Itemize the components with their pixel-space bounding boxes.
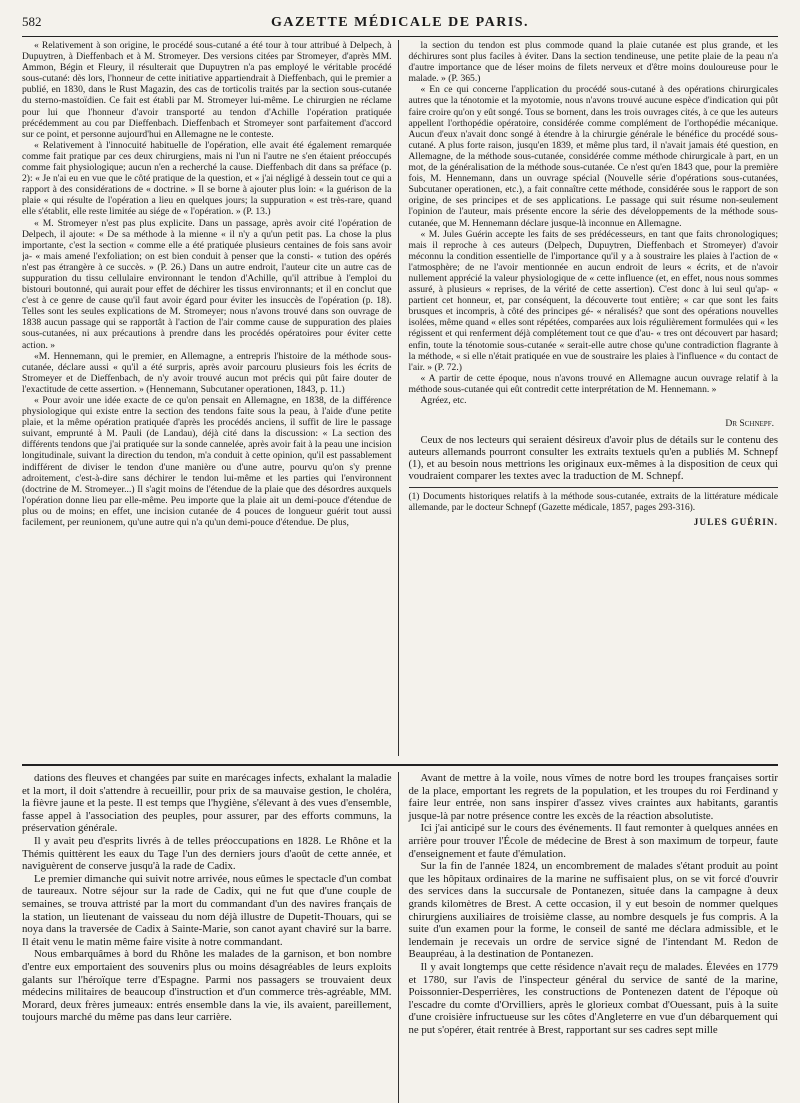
letter-right-column [409,40,779,756]
paragraph: Agréez, etc. [420,395,467,406]
paragraph: Il y avait longtemps que cette résidence n'avait reçu de malades. Élevées en 1779 et 1780, sur l'avis de l'inspecteur général du service de santé de la marine, Poissonnier-Desperrières, les constructions de Pontenezen datent de l'époque où l'escadre du comte d'Orvilliers, après le glorieux combat d'Ouessant, puis à la suite d'une croisière infructueuse sur les côtes d'Angleterre en vue d'un débarquement qui ne put s'opérer, était rentrée à Brest, rapportant sur ses cadres sept mille [408,960,778,1036]
footnote-author: JULES GUÉRIN. [693,518,778,529]
paragraph: Avant de mettre à la voile, nous vîmes de notre bord les troupes françaises sortir de la place, emportant les regrets de la population, et les troupes du roi Ferdinand y faire leur entrée, non sans inspirer d'assez vives craintes aux habitants, garantis jusque-là par notre présence contre les excès de la réaction absolutiste. [408,772,778,822]
feuilleton-section [22,766,778,1103]
editor-note-text: Ceux de nos lecteurs qui seraient désireux d'avoir plus de détails sur le contenu des auteurs allemands pourront consulter les extraits textuels qu'en a publiés M. Schnepf (1), et au besoin nous mettrions les originaux eux-mêmes à la disposition de ceux qui voudraient comparer les textes avec la traduction de M. Schnepf. [408,435,778,483]
letter-section [22,37,778,756]
journal-title: GAZETTE MÉDICALE DE PARIS. [270,15,530,30]
paragraph: « Pour avoir une idée exacte de ce qu'on pensait en Allemagne, en 1838, de la différence physiologique qui existe entre la section des tendons faite sous la peau, à l'aide d'une petite plaie, et la même opération pratiquée d'après les procédés anciens, il suffit de lire le passage suivant, emprunté à M. Pauli (de Landau), déjà cité dans la discussion: « La section des différents tendons que j'ai pratiquée sur la sonde cannelée, après avoir fait à la peau une incision longitudinale, suivant la direction du tendon, m'a conduit à cette opinion, qu'il est passablement indifférent de diviser le tendon d'une manière ou d'une autre, pourvu qu'on s'y prenne adroitement, c'est-à-dire sans déchirer le tendon lui-même et les parties qui l'environnent (doctrine de M. Stromeyer...) Il s'agit moins de l'étendue de la plaie que des désordres auxquels l'opération donne lieu par elle-même. Peu importe que la plaie ait un demi-pouce d'étendue de plus ou de moins; en effet, une incision cutanée de 4 pouces de longueur guérit tout aussi facilement, per reunionem, qu'une autre qui n'a qu'un demi-pouce d'étendue. De plus, [22,395,392,529]
feuilleton-left-column [22,772,399,1103]
paragraph: Le premier dimanche qui suivit notre arrivée, nous eûmes le spectacle d'un combat de taureaux. Notre séjour sur la rade de Cadix, qui ne fut que d'une couple de semaines, se trouva attristé par la mort du commandant d'un des navires français de la station, un lieutenant de vaisseau du nom déjà illustre de Dupetit-Thouars, qui se noya dans la traversée de Cadix à Sainte-Marie, son canot ayant chaviré sur la barre. Il était venu le matin même faire visite à notre commandant. [22,872,392,948]
page-number: 582 [22,14,42,29]
paragraph: « Relativement à l'innocuité habituelle de l'opération, elle avait été également remarquée comme fait pratique par ces deux chirurgiens, mais ni l'un ni l'autre ne s'en étaient préoccupés comme fait physiologique; aucun n'en a recherché la cause. Dieffenbach dit dans sa préface (p. 2): « Je n'ai eu en vue que le côté pratique de la question, et « j'ai négligé à dessein tout ce qui a rapport à des considérations de « doctrine. » Il se borne à ajouter plus loin: « la guérison de la plaie « qui résulte de l'opération a lieu en quelques jours; la suppuration « est très-rare, quand elle s'établit, elle reste limitée au siége de « l'opération. » (P. 13.) [22,139,392,218]
paragraph: « M. Stromeyer n'est pas plus explicite. Dans un passage, après avoir cité l'opération de Delpech, il ajoute: « De sa méthode à la mienne « il n'y a qu'un petit pas. La chose la plus importante, c'est la section « comme elle a été pratiquée plusieurs centaines de fois sans avoir ja- « mais amené l'exfoliation; on est bien conduit à penser que la consti- « tution des opérés n'est pas étrangère à ce succès. » (P. 26.) Dans un autre endroit, l'auteur cite un autre cas de suppuration du tissu cellulaire environnant le tendon d'Achille, qu'il attribue à l'emploi du bistouri boutonné, qui aurait pour effet de déchirer les tissus environnants; et il en conclut que c'est à ce genre de cause qu'il faut avoir égard pour éviter les insuccès de l'opération (p. 18). Telles sont les seules explications de M. Stromeyer; nous n'avons trouvé dans son ouvrage de 1838 aucun passage qui se rapportât à l'action de l'air comme cause de suppuration des plaies sous-cutanées, ni aux précautions à prendre dans les procédés opératoires pour éviter cette action. » [22,217,392,351]
paragraph: Ici j'ai anticipé sur le cours des événements. Il faut remonter à quelques années en arrière pour trouver l'École de médecine de Brest à son maximum de torpeur, faute d'enseignement et faute d'émulation. [408,822,778,860]
paragraph: «M. Hennemann, qui le premier, en Allemagne, a entrepris l'histoire de la méthode sous-cutanée, déclare aussi « qu'il a été surpris, après avoir parcouru plusieurs fois les écrits de Stromeyer et de Dieffenbach, de n'y avoir trouvé aucun mot précis qui pût faire douter de l'exactitude de cette assertion. » (Hennemann, Subcutaner operationen, 1843, p. 11.) [22,350,392,395]
paragraph: « En ce qui concerne l'application du procédé sous-cutané à des opérations chirurgicales autres que la ténotomie et la myotomie, nous n'avons trouvé aucune espèce d'indication qui pût faire croire qu'on y eût songé. Tous se bornent, dans les trois ouvrages cités, à ce que les auteurs appellent l'orthopédie opératoire, considérée comme complément de l'orthopédie mécanique. Aucun d'eux n'avait donc songé à étendre à la chirurgie générale le bénéfice du procédé sous-cutané. A plus forte raison, jusqu'en 1839, et même plus tard, il n'avait jamais été question, en Allemagne, de la méthode sous-cutanée, considérée comme méthode chirurgicale à part, en un mot, de la généralisation de la méthode sous-cutanée. Ce n'est qu'en 1843 que, pour la première fois, M. Hennemann, dans un ouvrage spécial (Nouvelle série d'opérations sous-cutanées, Subcutaner operationen, etc.), a fait connaître cette méthode, considérée sous le rapport de son origine, de ses principes et de ses applications. Le passage qui suit résume non-seulement l'opinion de l'auteur, mais présente encore la série des développements de la méthode sous-cutanée, que M. Hennemann déclare jusque-là inconnue en Allemagne. [408,84,778,229]
paragraph: « M. Jules Guérin accepte les faits de ses prédécesseurs, en tant que faits chronologiques; mais il reproche à ces auteurs (Delpech, Dupuytren, Dieffenbach et Stromeyer) d'avoir méconnu la condition essentielle de l'importance qu'il y a à soustraire les plaies à l'action de « l'atmosphère; de ne l'avoir mentionnée en aucun endroit de leurs « écrits, et de n'avoir nullement apprécié la valeur physiologique de « cette influence (et, en effet, nous nous sommes assuré, à plusieurs « reprises, de la vérité de cette assertion). C'est donc à lui seul qu'ap- « partient cet honneur, et, par conséquent, la découverte tout entière; « car que sont les faits brusques et incompris, à côté des principes gé- « néralisés? que sont des opérations nouvelles isolées, même quand « elles sont répétées, comparées aux lois régulièrement formulées qui « les régissent et qui renferment déjà complétement tout ce que d'au- « tres ont découvert par hasard; enfin, toute la ténotomie sous-cutanée « serait-elle autre chose qu'une contradiction flagrante à la méthode, « si elle n'était pratiquée en vue de soustraire les plaies à l'influence « du contact de l'air. » (P. 72.) [408,228,778,373]
editor-note [409,435,779,488]
paragraph: Il y avait peu d'esprits livrés à de telles préoccupations en 1828. Le Rhône et la Thémis quittèrent les eaux du Tage l'un des derniers jours d'août de cette année, et naviguèrent de conserve jusqu'à la rade de Cadix. [22,834,392,873]
paragraph: dations des fleuves et changées par suite en marécages infects, exhalant la maladie et la mort, il doit s'attendre à recueillir, pour prix de sa mauvaise gestion, le choléra, la fièvre jaune et la peste. Il est temps que l'hygiène, s'élevant à des vues d'ensemble, fasse appel à l'association des peuples, pour assurer, par des efforts communs, la préservation générale. [22,772,392,835]
running-header [22,14,778,37]
paragraph: Nous embarquâmes à bord du Rhône les malades de la garnison, et bon nombre d'entre eux emportaient des souvenirs plus ou moins désagréables de leurs exploits galants sur l'héroïque terre d'Espagne. Parmi nos passagers se trouvaient deux médecins militaires de beaucoup d'instruction et d'un commerce très-agréable, MM. Morard, deux frères jumeaux: entrés ensemble dans la vie, ils avaient, pareillement, toujours marché du même pas dans leur carrière. [22,948,392,1024]
paragraph: Sur la fin de l'année 1824, un encombrement de malades s'étant produit au point que les hôpitaux ordinaires de la marine ne suffisaient plus, on se vit forcé d'ouvrir des services dans la succursale de Pontanezen, située dans la campagne à deux grands kilomètres de Brest. A cette occasion, il y eut besoin de nommer quelques chirurgiens auxiliaires de troisième classe, au nombre desquels je fus compris. A la suite d'un examen pour la forme, le conseil de santé me déclara admissible, et le lendemain je recevais un ordre de service signé de l'intendant M. Redon de Beaupréau, à la destination de Pontanezen. [408,860,778,961]
paragraph: « Relativement à son origine, le procédé sous-cutané a été tour à tour attribué à Delpech, à Dupuytren, à Dieffenbach et à M. Stromeyer. Des versions citées par Stromeyer, d'après MM. Ammon, Bégin et Fleury, il résulterait que Dupuytren n'a pas employé le véritable procédé sous-cutané: dès lors, l'honneur de cette initiative appartiendrait à Dieffenbach, qui le premier a publié, en 1830, dans le Rust Magazin, des cas de torticolis traités par la section sous-cutanée du sterno-mastoïdien. Ce fait est établi par M. Stromeyer lui-même. Le chirurgien ne réclame pour lui que l'honneur d'avoir transporté au tendon d'Achille l'opération pratiquée précédemment au cou par Dieffenbach. Dieffenbach et Stromeyer sont parfaitement d'accord sur ce point, et personne aujourd'hui en Allemagne ne le conteste. [22,40,392,140]
feuilleton-right-column [409,772,779,1103]
footnote: (1) Documents historiques relatifs à la méthode sous-cutanée, extraits de la littérature médicale allemande, par le docteur Schnepf (Gazette médicale, 1857, pages 293-316). [408,492,778,514]
paragraph: « A partir de cette époque, nous n'avons trouvé en Allemagne aucun ouvrage relatif à la méthode sous-cutanée qui eût contredit cette interprétation de M. Hennemann. » [408,372,778,395]
paragraph: la section du tendon est plus commode quand la plaie cutanée est plus grande, et les déchirures sont plus faciles à éviter. Dans la section tendineuse, une petite plaie de la peau n'a d'autre importance que de léser moins de filets nerveux et d'être moins douloureuse pour le malade. » (P. 365.) [408,40,778,85]
letter-left-column [22,40,399,756]
letter-signature: Dr Schnepf. [725,418,774,430]
